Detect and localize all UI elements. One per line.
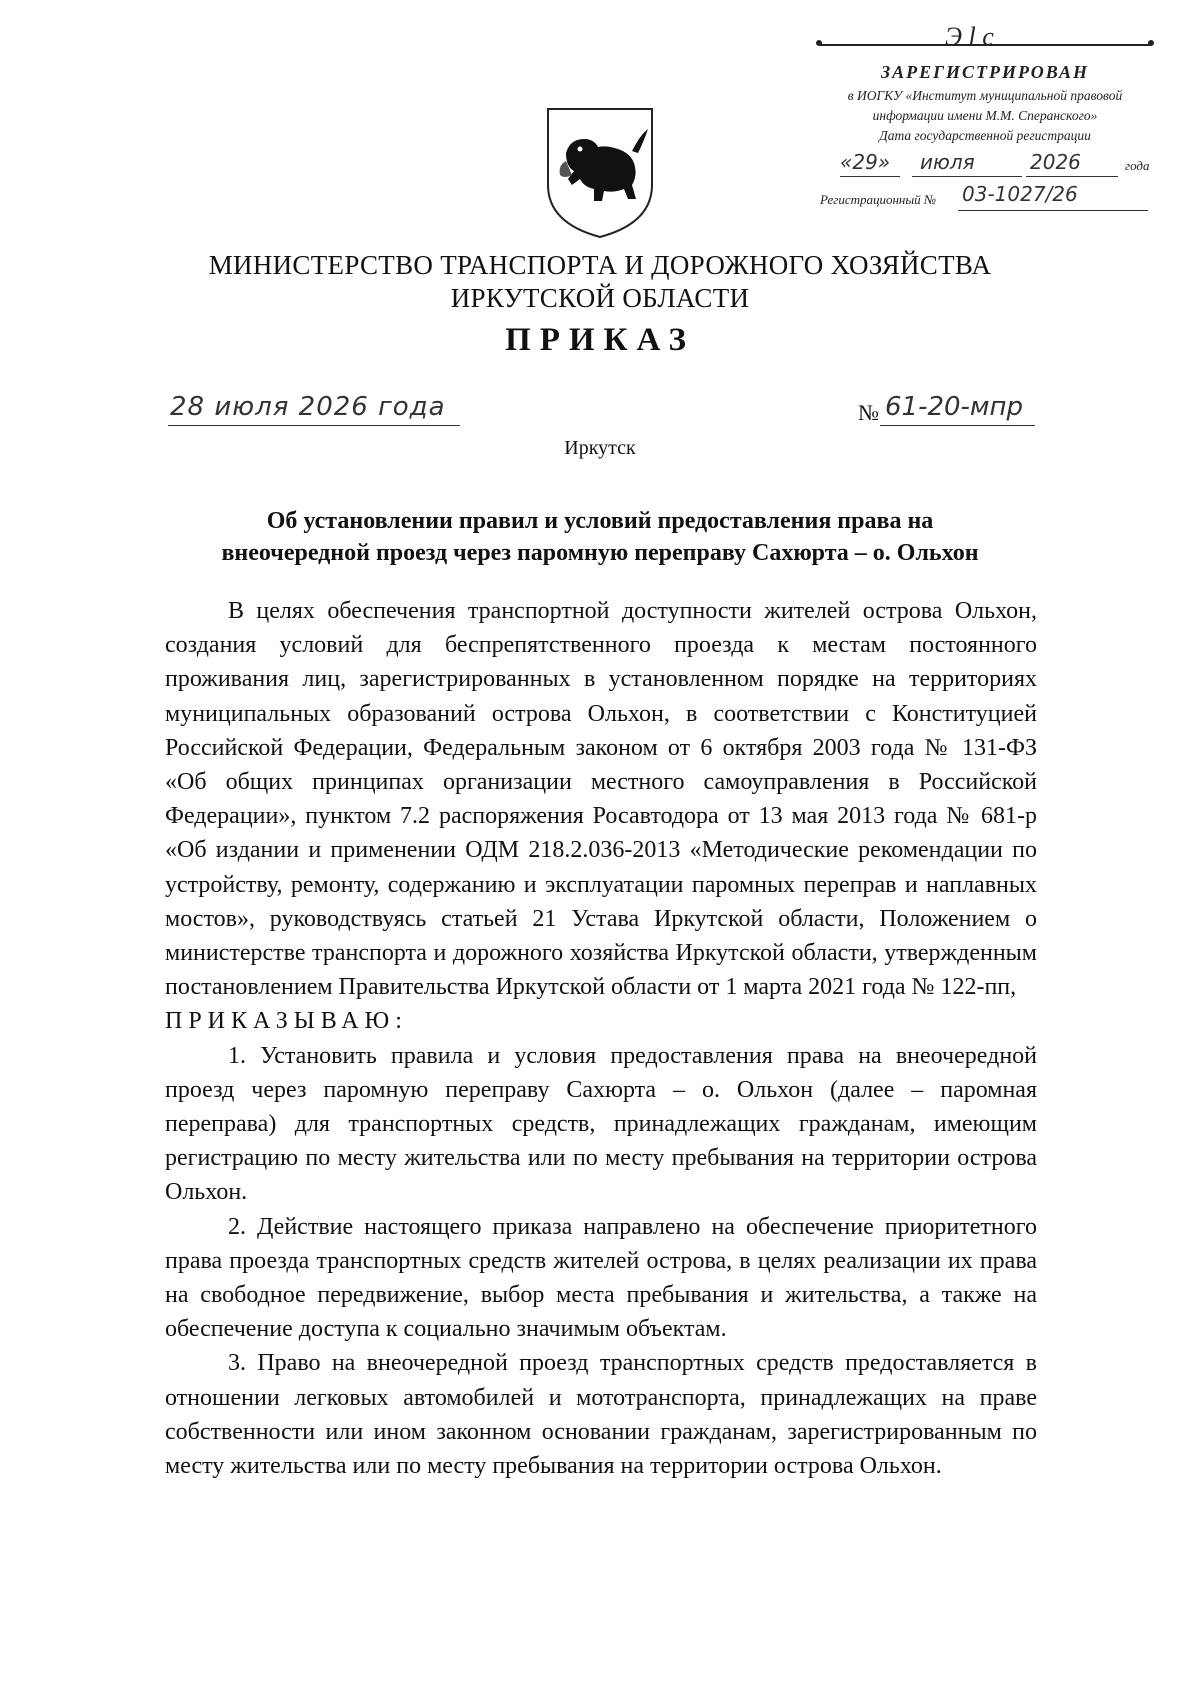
stamp-reg-number: 03-1027/26 [962, 182, 1078, 206]
stamp-registration-row [820, 182, 1160, 212]
stamp-underline-day [840, 176, 900, 177]
order-body [165, 594, 1037, 1483]
stamp-date-day: «29» [840, 150, 891, 174]
stamp-line-institute: в ИОГКУ «Институт муниципальной правовой [847, 88, 1123, 103]
order-title-line1: Об установлении правил и условий предоставления права на [266, 508, 934, 534]
stamp-line-date-caption: Дата государственной регистрации [879, 128, 1091, 143]
order-item-3: 3. Право на внеочередной проезд транспортных средств предоставляется в отношении легковых автомобилей и мототранспорта, принадлежащих на праве собственности или ином законном основании гражданам, зарегистрированным по месту жительства или по месту пребывания на территории острова Ольхон. [165, 1350, 1037, 1480]
document-type: ПРИКАЗ [505, 322, 695, 358]
stamp-year-suffix: года [1125, 158, 1150, 173]
stamp-line-name: информации имени М.М. Сперанского» [872, 108, 1098, 123]
stamp-signature: Э l с [945, 22, 994, 51]
stamp-title: ЗАРЕГИСТРИРОВАН [880, 62, 1090, 82]
ministry-name-line2: ИРКУТСКОЙ ОБЛАСТИ [450, 283, 750, 313]
stamp-dot-right [1148, 40, 1154, 46]
stamp-date-year: 2026 [1030, 150, 1081, 174]
stamp-date-month: июля [920, 150, 975, 174]
stamp-underline-year [1026, 176, 1118, 177]
number-underline [880, 425, 1035, 426]
orders-word: ПРИКАЗЫВАЮ: [165, 1008, 408, 1035]
stamp-underline-month [912, 176, 1022, 177]
preamble-paragraph: В целях обеспечения транспортной доступности жителей острова Ольхон, создания условий для беспрепятственного проезда к местам постоянного проживания лиц, зарегистрированных в установленном порядке на территориях муниципальных образований острова Ольхон, в соответствии с Конституцией Российской Федерации, Федеральным законом от 6 октября 2003 года № 131-ФЗ «Об общих принципах организации местного самоуправления в Российской Федерации», пунктом 7.2 распоряжения Росавтодора от 13 мая 2013 года № 681-р «Об издании и применении ОДМ 218.2.036-2013 «Методические рекомендации по устройству, ремонту, содержанию и эксплуатации паромных переправ и наплавных мостов», руководствуясь статьей 21 Устава Иркутской области, Положением о министерстве транспорта и дорожного хозяйства Иркутской области, утвержденным постановлением Правительства Иркутской области от 1 марта 2021 года № 122-пп, [165, 598, 1037, 1001]
order-item-1: 1. Установить правила и условия предоставления права на внеочередной проезд через паромную переправу Сахюрта – о. Ольхон (далее – паромная переправа) для транспортных средств, принадлежащих гражданам, имеющим регистрацию по месту жительства или по месту пребывания на территории острова Ольхон. [165, 1042, 1037, 1206]
stamp-underline-reg [958, 210, 1148, 211]
city-name: Иркутск [564, 437, 636, 459]
handwritten-number: 61-20-мпр [885, 392, 1024, 422]
number-label: № [858, 400, 879, 425]
handwritten-date: 28 июля 2026 года [170, 392, 446, 422]
order-title-line2: внеочередной проезд через паромную переправу Сахюрта – о. Ольхон [221, 540, 979, 566]
stamp-reg-label: Регистрационный № [820, 192, 937, 207]
order-item-2: 2. Действие настоящего приказа направлено на обеспечение приоритетного права проезда транспортных средств жителей острова, в целях реализации их права на свободное передвижение, выбор места пребывания и жительства, а также на обеспечение доступа к социально значимым объектам. [165, 1213, 1037, 1343]
date-underline [168, 425, 460, 426]
stamp-date-row [840, 148, 1160, 178]
coat-of-arms-icon [544, 105, 656, 240]
ministry-name-line1: МИНИСТЕРСТВО ТРАНСПОРТА И ДОРОЖНОГО ХОЗЯЙСТВА [208, 250, 992, 280]
